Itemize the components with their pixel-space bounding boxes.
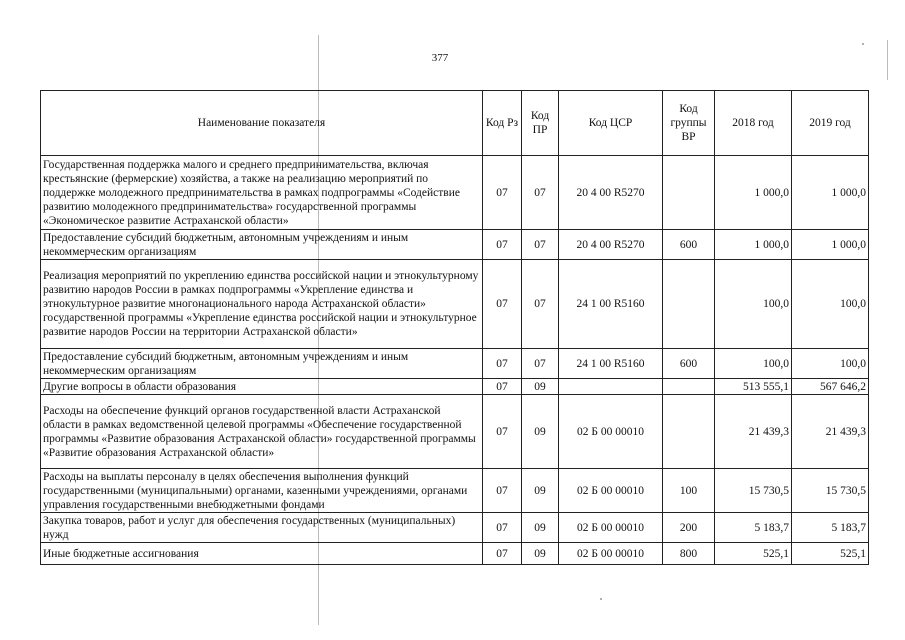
row-code-csr	[559, 379, 663, 395]
page-number: 377	[431, 52, 449, 64]
row-code-vr: 600	[663, 349, 715, 379]
header-year-2018: 2018 год	[715, 91, 792, 156]
row-name: Другие вопросы в области образования	[41, 379, 483, 395]
header-code-vr: Код группы ВР	[663, 91, 715, 156]
row-name: Предоставление субсидий бюджетным, автономным учреждениям и иным некоммерческим организациям	[41, 349, 483, 379]
row-code-pr: 09	[522, 513, 559, 543]
row-code-csr: 02 Б 00 00010	[559, 395, 663, 469]
row-value-2019: 1 000,0	[792, 156, 869, 230]
row-name: Закупка товаров, работ и услуг для обеспечения государственных (муниципальных) нужд	[41, 513, 483, 543]
row-code-vr	[663, 156, 715, 230]
row-code-pr: 07	[522, 230, 559, 260]
row-name: Реализация мероприятий по укреплению единства российской нации и этнокультурному развитию народов России в рамках подпрограммы «Укрепление единства и этнокультурное развитие многонационального народа Астраханской области» государственной программы «Укрепление единства российской нации и этнокультурное развитие народов России на территории Астраханской области»	[41, 260, 483, 349]
row-code-csr: 20 4 00 R5270	[559, 230, 663, 260]
row-code-rz: 07	[483, 543, 522, 565]
row-name: Расходы на обеспечение функций органов государственной власти Астраханской области в рамках ведомственной целевой программы «Обеспечение государственной программы «Развитие образования Астраханской области» государственной программы «Развитие образования Астраханской области»	[41, 395, 483, 469]
row-code-vr: 200	[663, 513, 715, 543]
scan-speck	[600, 598, 602, 600]
row-code-rz: 07	[483, 230, 522, 260]
header-code-pr: Код ПР	[522, 91, 559, 156]
scan-edge-line	[887, 40, 888, 80]
row-code-rz: 07	[483, 513, 522, 543]
row-value-2019: 100,0	[792, 260, 869, 349]
row-value-2018: 21 439,3	[715, 395, 792, 469]
row-code-csr: 24 1 00 R5160	[559, 260, 663, 349]
row-value-2019: 15 730,5	[792, 469, 869, 513]
row-name: Иные бюджетные ассигнования	[41, 543, 483, 565]
row-value-2018: 1 000,0	[715, 230, 792, 260]
budget-table	[40, 90, 869, 565]
table-row	[41, 513, 869, 543]
row-code-vr	[663, 395, 715, 469]
row-value-2019: 1 000,0	[792, 230, 869, 260]
row-code-pr: 07	[522, 349, 559, 379]
row-code-csr: 02 Б 00 00010	[559, 513, 663, 543]
row-value-2018: 513 555,1	[715, 379, 792, 395]
row-value-2018: 525,1	[715, 543, 792, 565]
row-code-rz: 07	[483, 156, 522, 230]
row-value-2019: 567 646,2	[792, 379, 869, 395]
header-name: Наименование показателя	[41, 91, 483, 156]
row-code-vr: 100	[663, 469, 715, 513]
header-code-csr: Код ЦСР	[559, 91, 663, 156]
row-code-pr: 07	[522, 156, 559, 230]
row-value-2018: 100,0	[715, 349, 792, 379]
row-code-vr	[663, 379, 715, 395]
row-code-csr: 02 Б 00 00010	[559, 469, 663, 513]
row-value-2018: 5 183,7	[715, 513, 792, 543]
row-name: Предоставление субсидий бюджетным, автономным учреждениям и иным некоммерческим организациям	[41, 230, 483, 260]
row-code-pr: 09	[522, 379, 559, 395]
row-code-pr: 09	[522, 543, 559, 565]
row-code-csr: 02 Б 00 00010	[559, 543, 663, 565]
table-row	[41, 543, 869, 565]
row-name: Государственная поддержка малого и среднего предпринимательства, включая крестьянские (фермерские) хозяйства, а также на реализацию мероприятий по поддержке молодежного предпринимательства в рамках подпрограммы «Содействие развитию молодежного предпринимательства» государственной программы «Экономическое развитие Астраханской области»	[41, 156, 483, 230]
row-value-2019: 100,0	[792, 349, 869, 379]
row-value-2018: 1 000,0	[715, 156, 792, 230]
row-value-2018: 100,0	[715, 260, 792, 349]
row-code-csr: 20 4 00 R5270	[559, 156, 663, 230]
row-code-vr: 600	[663, 230, 715, 260]
row-name: Расходы на выплаты персоналу в целях обеспечения выполнения функций государственными (муниципальными) органами, казенными учреждениями, органами управления государственными внебюджетными фондами	[41, 469, 483, 513]
row-value-2018: 15 730,5	[715, 469, 792, 513]
header-code-rz: Код Рз	[483, 91, 522, 156]
table-row	[41, 349, 869, 379]
row-code-vr	[663, 260, 715, 349]
table-row	[41, 395, 869, 469]
row-code-rz: 07	[483, 260, 522, 349]
scan-speck	[862, 43, 864, 45]
row-code-pr: 09	[522, 395, 559, 469]
row-code-rz: 07	[483, 379, 522, 395]
table-row	[41, 156, 869, 230]
table-row	[41, 469, 869, 513]
row-code-pr: 07	[522, 260, 559, 349]
table-row	[41, 260, 869, 349]
row-code-csr: 24 1 00 R5160	[559, 349, 663, 379]
row-code-rz: 07	[483, 469, 522, 513]
header-year-2019: 2019 год	[792, 91, 869, 156]
row-code-pr: 09	[522, 469, 559, 513]
table-row	[41, 230, 869, 260]
row-value-2019: 5 183,7	[792, 513, 869, 543]
row-value-2019: 525,1	[792, 543, 869, 565]
row-code-rz: 07	[483, 395, 522, 469]
table-row	[41, 379, 869, 395]
table-header-row	[41, 91, 869, 156]
row-code-rz: 07	[483, 349, 522, 379]
row-value-2019: 21 439,3	[792, 395, 869, 469]
row-code-vr: 800	[663, 543, 715, 565]
